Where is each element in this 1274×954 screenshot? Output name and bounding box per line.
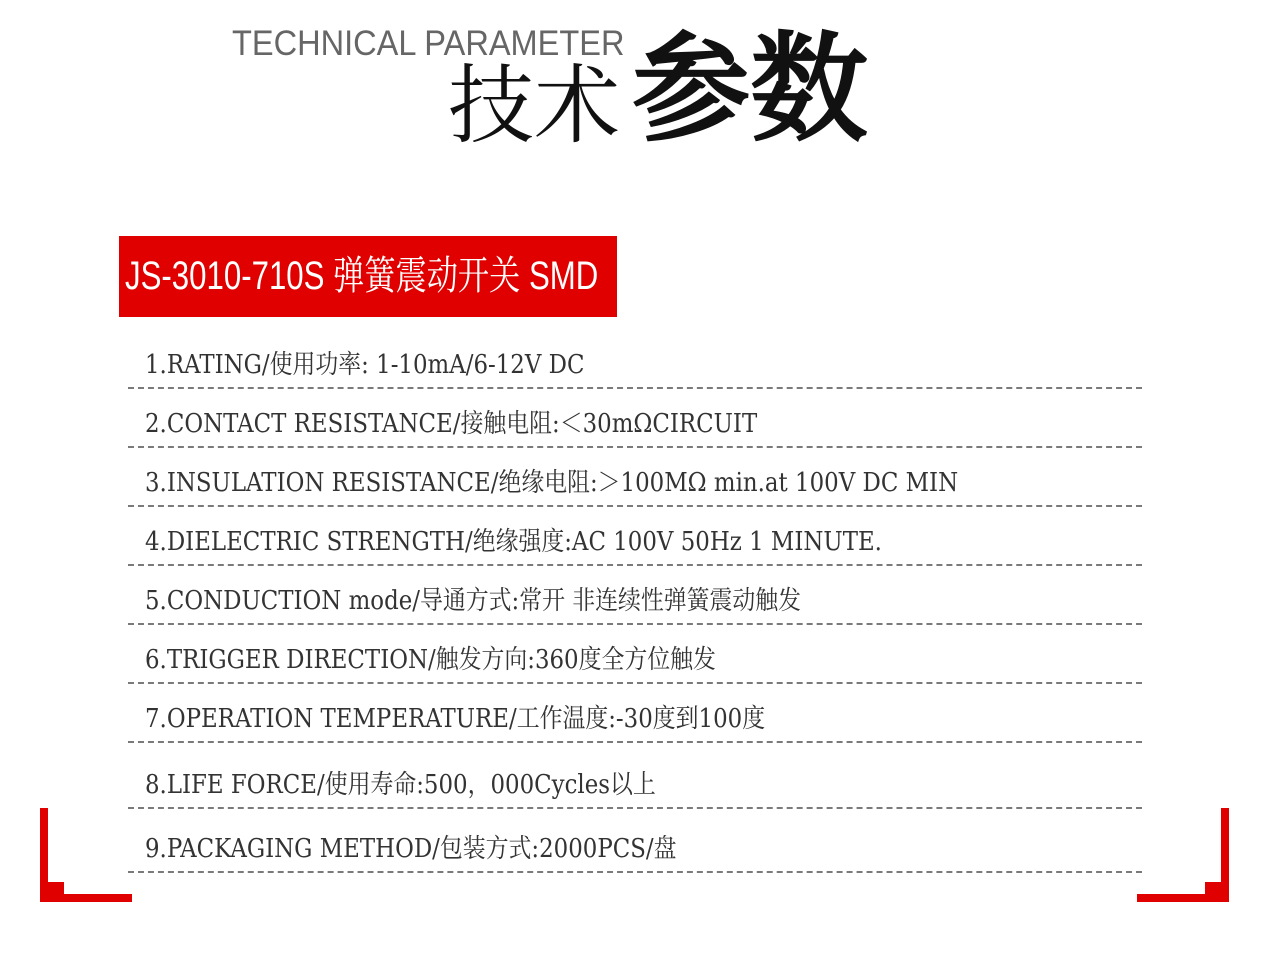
parameter-text: 4.DIELECTRIC STRENGTH/绝缘强度:AC 100V 50Hz 1 MINUTE. xyxy=(145,527,882,557)
parameter-row-life-force xyxy=(128,743,1142,809)
parameter-row-rating xyxy=(128,330,1142,389)
parameter-row-contact-resistance xyxy=(128,389,1142,448)
parameter-row-operation-temperature xyxy=(128,684,1142,743)
product-title: JS-3010-710S 弹簧震动开关 SMD xyxy=(125,254,599,298)
parameter-text: 2.CONTACT RESISTANCE/接触电阻:＜30mΩCIRCUIT xyxy=(145,409,758,439)
parameter-row-trigger-direction xyxy=(128,625,1142,684)
parameter-text: 3.INSULATION RESISTANCE/绝缘电阻:＞100MΩ min.at 100V DC MIN xyxy=(145,468,959,498)
parameter-text: 6.TRIGGER DIRECTION/触发方向:360度全方位触发 xyxy=(145,645,716,675)
parameter-text: 9.PACKAGING METHOD/包装方式:2000PCS/盘 xyxy=(145,834,677,864)
corner-bracket-left xyxy=(40,808,132,902)
header-title-cn-bold: 参数 xyxy=(632,20,869,158)
product-banner xyxy=(119,236,617,317)
corner-bracket-right xyxy=(1137,808,1229,902)
parameter-text: 7.OPERATION TEMPERATURE/工作温度:-30度到100度 xyxy=(145,704,766,734)
parameter-text: 8.LIFE FORCE/使用寿命:500，000Cycles以上 xyxy=(145,770,656,800)
parameter-text: 1.RATING/使用功率: 1-10mA/6-12V DC xyxy=(145,350,585,380)
parameter-row-packaging-method xyxy=(128,809,1142,873)
header-subtitle-en: TECHNICAL PARAMETER xyxy=(232,24,625,63)
parameter-text: 5.CONDUCTION mode/导通方式:常开 非连续性弹簧震动触发 xyxy=(145,586,802,616)
parameter-row-dielectric-strength xyxy=(128,507,1142,566)
parameter-row-insulation-resistance xyxy=(128,448,1142,507)
parameter-row-conduction-mode xyxy=(128,566,1142,625)
header-title-cn-light: 技术 xyxy=(448,56,620,156)
parameter-list xyxy=(128,330,1142,873)
